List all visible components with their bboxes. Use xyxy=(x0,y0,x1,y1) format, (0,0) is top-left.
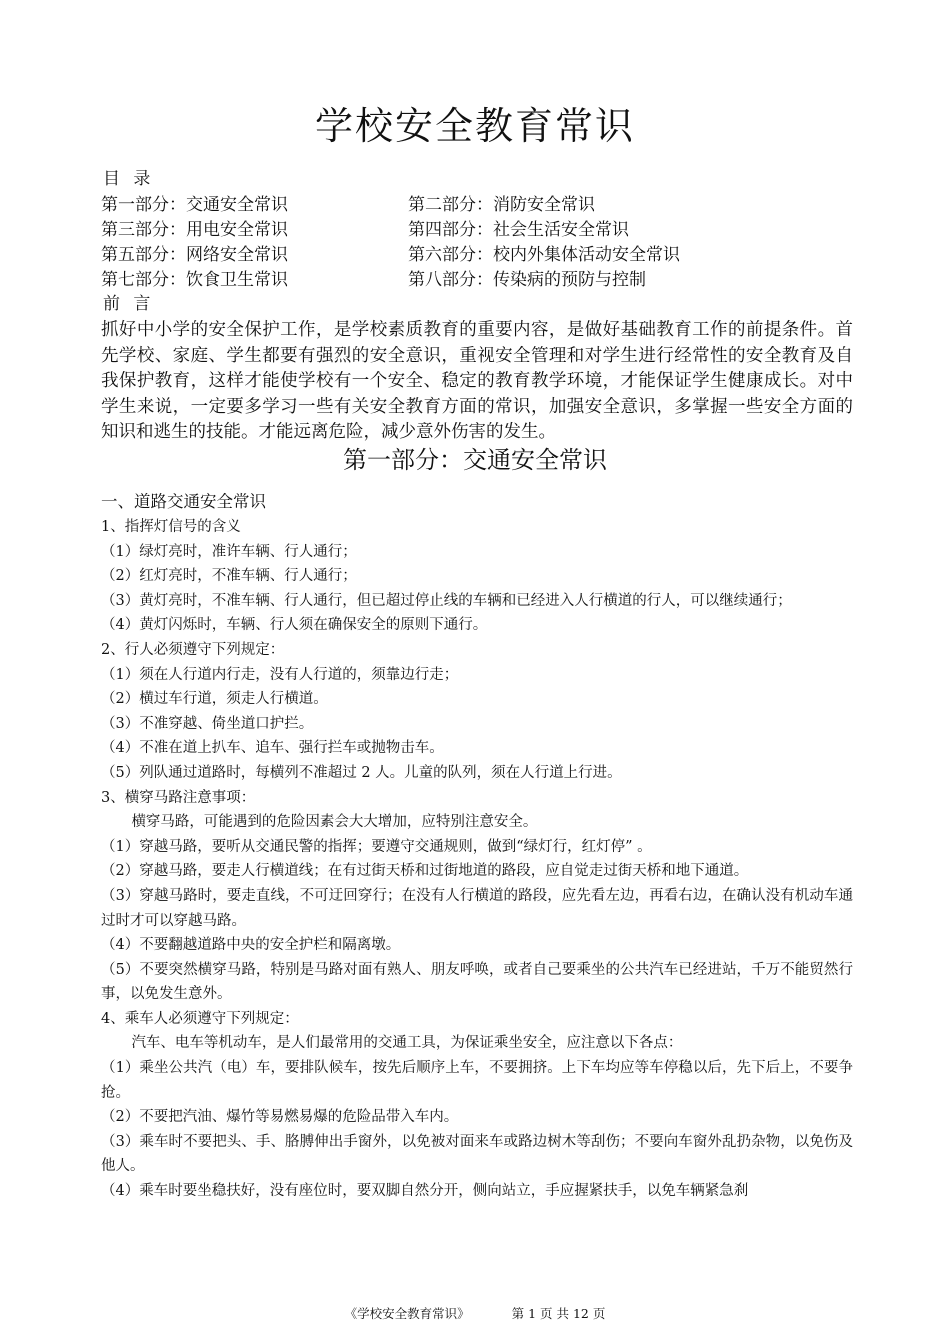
preface-heading: 前 言 xyxy=(103,294,155,314)
toc-row xyxy=(101,243,861,268)
list-item: （2）红灯亮时，不准车辆、行人通行； xyxy=(101,568,357,585)
list-item: （1）须在人行道内行走，没有人行道的，须靠边行走； xyxy=(101,666,459,683)
toc-item: 第七部分：饮食卫生常识 xyxy=(101,270,288,290)
section-body xyxy=(101,489,853,1204)
item-heading: 2、行人必须遵守下列规定： xyxy=(101,641,285,658)
document-title: 学校安全教育常识 xyxy=(314,104,635,148)
list-item: （3）不准穿越、倚坐道口护拦。 xyxy=(101,715,314,732)
toc-heading: 目 录 xyxy=(103,169,155,189)
footer-book-title: 《学校安全教育常识》 xyxy=(344,1306,470,1321)
subsection-heading: 一、道路交通安全常识 xyxy=(101,492,266,511)
toc-row xyxy=(101,268,861,293)
section-title: 第一部分：交通安全常识 xyxy=(343,446,607,474)
list-item: （4）黄灯闪烁时，车辆、行人须在确保安全的原则下通行。 xyxy=(101,617,488,634)
list-item: （5）不要突然横穿马路，特别是马路对面有熟人、朋友呼唤，或者自己要乘坐的公共汽车已经进站，千万不能贸然行事，以免发生意外。 xyxy=(101,961,853,1003)
page-number: 第 1 页 共 12 页 xyxy=(511,1306,606,1321)
list-item: （1）绿灯亮时，准许车辆、行人通行； xyxy=(101,543,357,560)
toc-item: 第六部分：校内外集体活动安全常识 xyxy=(408,245,680,265)
list-item: （1）乘坐公共汽（电）车，要排队候车，按先后顺序上车，不要拥挤。上下车均应等车停稳以后，先下后上，不要争抢。 xyxy=(101,1060,853,1101)
item-heading: 1、指挥灯信号的含义 xyxy=(101,519,241,535)
intro-text: 汽车、电车等机动车，是人们最常用的交通工具，为保证乘坐安全，应注意以下各点： xyxy=(131,1035,683,1052)
list-item: （2）横过车行道，须走人行横道。 xyxy=(101,691,328,708)
preface-paragraph: 抓好中小学的安全保护工作，是学校素质教育的重要内容，是做好基础教育工作的前提条件。首先学校、家庭、学生都要有强烈的安全意识，重视安全管理和对学生进行经常性的安全教育及自我保护教育，这样才能使学校有一个安全、稳定的教育教学环境，才能保证学生健康成长。对中学生来说，一定要多学习一些有关安全教育方面的常识，加强安全意识，多掌握一些安全方面的知识和逃生的技能。才能远离危险，减少意外伤害的发生。 xyxy=(101,320,853,442)
toc-item: 第五部分：网络安全常识 xyxy=(101,245,288,265)
toc-item: 第二部分：消防安全常识 xyxy=(408,195,595,215)
list-item: （5）列队通过道路时，每横列不准超过 2 人。儿童的队列，须在人行道上行进。 xyxy=(101,764,622,781)
toc-item: 第三部分：用电安全常识 xyxy=(101,220,288,240)
list-item: （1）穿越马路，要听从交通民警的指挥；要遵守交通规则，做到“绿灯行，红灯停” 。 xyxy=(101,838,652,855)
list-item: （4）不准在道上扒车、追车、强行拦车或抛物击车。 xyxy=(101,740,444,757)
list-item: （2）穿越马路，要走人行横道线；在有过街天桥和过街地道的路段，应自觉走过街天桥和地下通道。 xyxy=(101,863,749,880)
list-item: （2）不要把汽油、爆竹等易燃易爆的危险品带入车内。 xyxy=(101,1109,459,1126)
toc-item: 第一部分：交通安全常识 xyxy=(101,195,288,215)
item-heading: 3、横穿马路注意事项： xyxy=(101,789,256,806)
toc-row xyxy=(101,193,861,218)
toc-item: 第四部分：社会生活安全常识 xyxy=(408,220,629,240)
table-of-contents xyxy=(101,193,861,293)
page-footer xyxy=(0,1305,950,1323)
toc-item: 第八部分：传染病的预防与控制 xyxy=(408,270,646,290)
list-item: （3）穿越马路时，要走直线，不可迂回穿行；在没有人行横道的路段，应先看左边，再看右边，在确认没有机动车通过时才可以穿越马路。 xyxy=(101,887,853,929)
list-item: （4）不要翻越道路中央的安全护栏和隔离墩。 xyxy=(101,937,401,954)
item-heading: 4、乘车人必须遵守下列规定： xyxy=(101,1010,299,1027)
list-item: （4）乘车时要坐稳扶好，没有座位时，要双脚自然分开，侧向站立，手应握紧扶手，以免车辆紧急刹 xyxy=(101,1183,749,1200)
list-item: （3）黄灯亮时，不准车辆、行人通行，但已超过停止线的车辆和已经进入人行横道的行人，可以继续通行； xyxy=(101,592,792,609)
toc-row xyxy=(101,218,861,243)
intro-text: 横穿马路，可能遇到的危险因素会大大增加，应特别注意安全。 xyxy=(131,814,538,831)
list-item: （3）乘车时不要把头、手、胳膊伸出手窗外，以免被对面来车或路边树木等刮伤；不要向车窗外乱扔杂物，以免伤及他人。 xyxy=(101,1133,853,1175)
